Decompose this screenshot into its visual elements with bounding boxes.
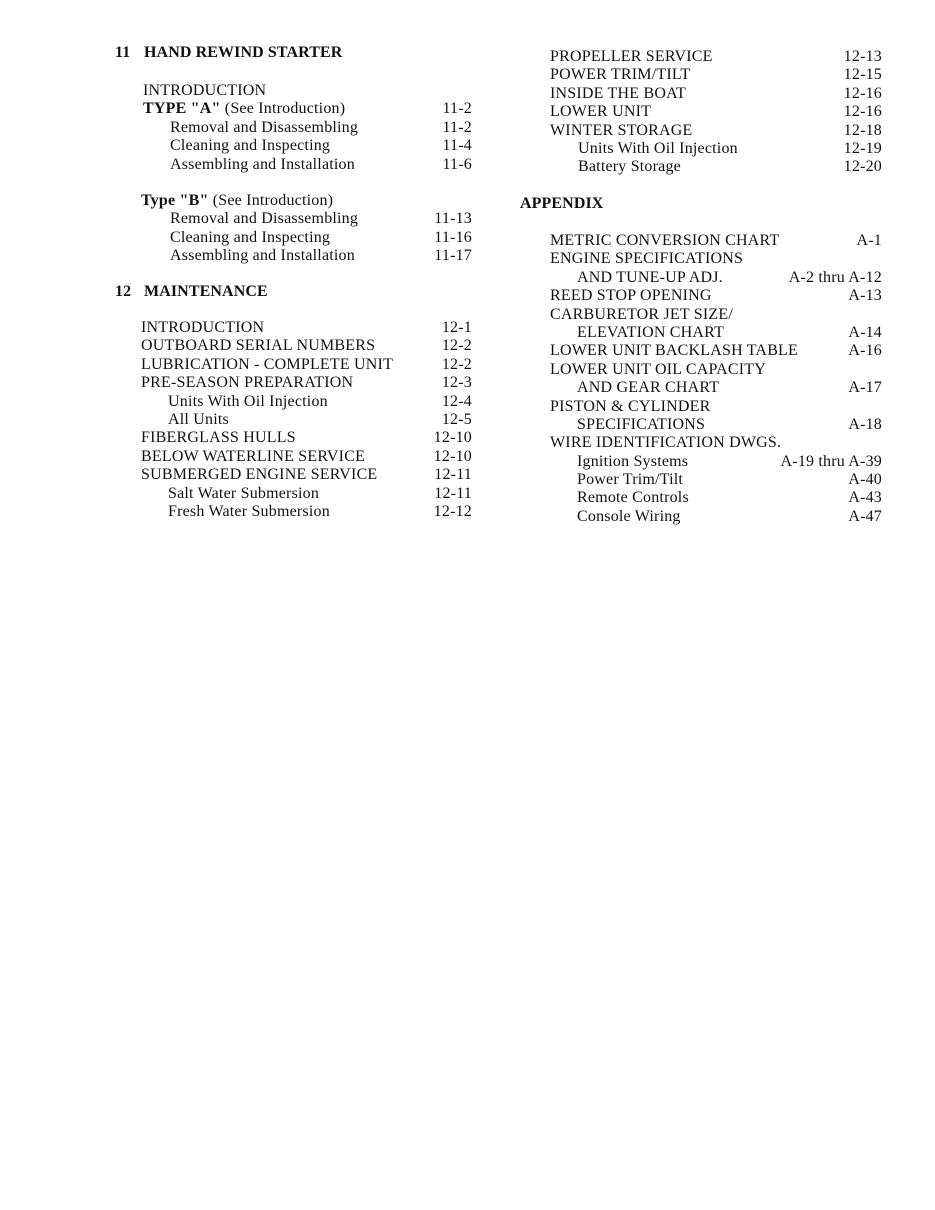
toc-row: [115, 356, 475, 374]
toc-label: AND TUNE-UP ADJ.: [577, 268, 723, 286]
toc-label: WIRE IDENTIFICATION DWGS.: [550, 434, 782, 452]
toc-row: [115, 466, 475, 484]
toc-row: [520, 250, 882, 268]
toc-page-ref: A-2 thru A-12: [788, 268, 882, 286]
toc-label: PRE-SEASON PREPARATION: [141, 374, 354, 392]
toc-label: Console Wiring: [577, 507, 681, 525]
toc-label: SUBMERGED ENGINE SERVICE: [141, 466, 378, 484]
toc-label: Removal and Disassembling: [170, 118, 359, 136]
toc-page-ref: 11-16: [434, 228, 472, 246]
toc-row: [115, 247, 475, 265]
toc-row: [115, 503, 475, 521]
toc-page-ref: 11-2: [442, 100, 472, 118]
toc-row: [520, 103, 882, 121]
toc-row: [115, 485, 475, 503]
toc-row: [520, 85, 882, 103]
appendix-heading: APPENDIX: [520, 195, 604, 212]
toc-row: [520, 122, 882, 140]
toc-row: [520, 66, 882, 84]
toc-label: METRIC CONVERSION CHART: [550, 232, 780, 249]
section-title: MAINTENANCE: [144, 283, 268, 300]
toc-page-ref: 12-16: [843, 84, 882, 102]
toc-page-ref: 12-5: [441, 410, 472, 428]
toc-page-ref: A-19 thru A-39: [780, 452, 882, 470]
toc-page-ref: 12-2: [441, 337, 472, 355]
toc-row: [520, 269, 882, 287]
toc-page-ref: 12-11: [434, 484, 472, 502]
toc-label: Power Trim/Tilt: [577, 471, 684, 489]
toc-page-ref: 11-13: [434, 210, 472, 228]
toc-row: [520, 489, 882, 507]
toc-page-ref: 12-20: [843, 158, 882, 176]
type-b-note: (See Introduction): [208, 192, 334, 209]
toc-row: [520, 379, 882, 397]
toc-row: [520, 361, 882, 379]
section-title: HAND REWIND STARTER: [144, 44, 343, 61]
toc-page-ref: 11-17: [434, 247, 472, 265]
toc-row: [520, 158, 882, 176]
toc-page-ref: 12-11: [434, 466, 472, 484]
toc-label: INSIDE THE BOAT: [550, 84, 687, 102]
toc-label: Units With Oil Injection: [168, 392, 328, 410]
toc-page-ref: 12-10: [433, 429, 472, 447]
toc-label: AND GEAR CHART: [577, 379, 720, 397]
section-12-heading: [115, 283, 268, 301]
toc-page-ref: 11-4: [442, 137, 472, 155]
toc-label: Fresh Water Submersion: [168, 502, 330, 520]
type-a-note: (See Introduction): [220, 100, 346, 118]
toc-label: Assembling and Installation: [170, 247, 355, 265]
toc-label: Ignition Systems: [577, 452, 689, 470]
toc-row: [115, 393, 475, 411]
toc-row: [520, 453, 882, 471]
toc-row: [115, 429, 475, 447]
toc-row: [115, 229, 475, 247]
toc-label: POWER TRIM/TILT: [550, 66, 691, 84]
section-number: 12: [115, 283, 132, 300]
toc-page-ref: 12-16: [843, 103, 882, 121]
toc-page-ref: A-17: [848, 379, 882, 397]
toc-row: [115, 319, 475, 337]
type-b-entries: [115, 192, 475, 266]
toc-row: [520, 324, 882, 342]
toc-row: [520, 140, 882, 158]
toc-row: [115, 137, 475, 155]
toc-label: WINTER STORAGE: [550, 121, 693, 139]
toc-page-ref: A-18: [848, 415, 882, 433]
toc-label: SPECIFICATIONS: [577, 415, 706, 433]
toc-row: [115, 337, 475, 355]
toc-label: Removal and Disassembling: [170, 210, 359, 228]
toc-row: [115, 411, 475, 429]
toc-label: Assembling and Installation: [170, 155, 355, 173]
toc-row: [115, 156, 475, 174]
toc-page-ref: 12-4: [441, 392, 472, 410]
toc-row: [520, 508, 882, 526]
toc-row: [520, 398, 882, 416]
toc-label: REED STOP OPENING: [550, 287, 712, 305]
toc-row: [115, 374, 475, 392]
section-12-entries: [115, 319, 475, 521]
section-11-heading: [115, 44, 342, 62]
type-b-label: Type "B": [141, 192, 209, 209]
toc-page-ref: A-13: [848, 287, 882, 305]
toc-label: ELEVATION CHART: [577, 323, 725, 341]
type-a-label: TYPE "A": [143, 100, 221, 118]
toc-label: PROPELLER SERVICE: [550, 48, 713, 65]
section-11-entries: [115, 82, 475, 174]
toc-label: INTRODUCTION: [141, 319, 265, 336]
toc-page-ref: 12-12: [433, 502, 472, 520]
toc-label: BELOW WATERLINE SERVICE: [141, 447, 366, 465]
toc-page-ref: A-40: [848, 471, 882, 489]
toc-row: [520, 48, 882, 66]
toc-label: Units With Oil Injection: [578, 139, 738, 157]
toc-row: [115, 210, 475, 228]
toc-page-ref: A-16: [848, 342, 882, 360]
toc-row: [520, 342, 882, 360]
toc-row: [520, 471, 882, 489]
toc-row: [520, 306, 882, 324]
toc-label: OUTBOARD SERIAL NUMBERS: [141, 337, 376, 355]
toc-row: [520, 287, 882, 305]
section-number: 11: [115, 44, 131, 61]
toc-page-ref: A-47: [848, 507, 882, 525]
toc-label: FIBERGLASS HULLS: [141, 429, 296, 447]
toc-page-ref: 12-2: [441, 355, 472, 373]
toc-label: ENGINE SPECIFICATIONS: [550, 250, 744, 268]
toc-page-ref: 12-10: [433, 447, 472, 465]
toc-label: Cleaning and Inspecting: [170, 228, 331, 246]
toc-row: [115, 119, 475, 137]
toc-page-ref: 12-18: [843, 121, 882, 139]
toc-label: PISTON & CYLINDER: [550, 397, 711, 415]
toc-page-ref: A-14: [848, 323, 882, 341]
toc-row: [520, 416, 882, 434]
toc-row-type-b: [115, 192, 475, 210]
toc-label: [141, 192, 333, 210]
type-a-items: [115, 119, 475, 174]
toc-label: LOWER UNIT BACKLASH TABLE: [550, 342, 799, 360]
toc-label: LOWER UNIT: [550, 103, 652, 121]
toc-label: LUBRICATION - COMPLETE UNIT: [141, 355, 394, 373]
toc-row: [520, 434, 882, 452]
section-12-continued-entries: [520, 48, 882, 177]
toc-label: Remote Controls: [577, 489, 689, 507]
type-b-items: [115, 210, 475, 265]
toc-label: [143, 100, 345, 118]
toc-page-ref: 12-13: [843, 48, 882, 65]
toc-page-ref: 11-6: [442, 155, 472, 173]
toc-row: [115, 82, 475, 100]
toc-label: INTRODUCTION: [143, 82, 267, 99]
toc-page-ref: A-43: [848, 489, 882, 507]
toc-label: All Units: [168, 410, 229, 428]
toc-page-ref: 12-19: [843, 139, 882, 157]
toc-row: [115, 448, 475, 466]
toc-label: LOWER UNIT OIL CAPACITY: [550, 360, 766, 378]
toc-row-type-a: [115, 100, 475, 118]
toc-page-ref: 12-1: [441, 319, 472, 336]
toc-label: Cleaning and Inspecting: [170, 137, 331, 155]
toc-label: Battery Storage: [578, 158, 681, 176]
toc-page-ref: 12-3: [441, 374, 472, 392]
toc-row: [520, 232, 882, 250]
appendix-entries: [520, 232, 882, 526]
toc-label: Salt Water Submersion: [168, 484, 320, 502]
toc-page-ref: A-1: [856, 232, 882, 249]
toc-label: CARBURETOR JET SIZE/: [550, 305, 733, 323]
toc-page-ref: 11-2: [442, 118, 472, 136]
toc-page-ref: 12-15: [843, 66, 882, 84]
